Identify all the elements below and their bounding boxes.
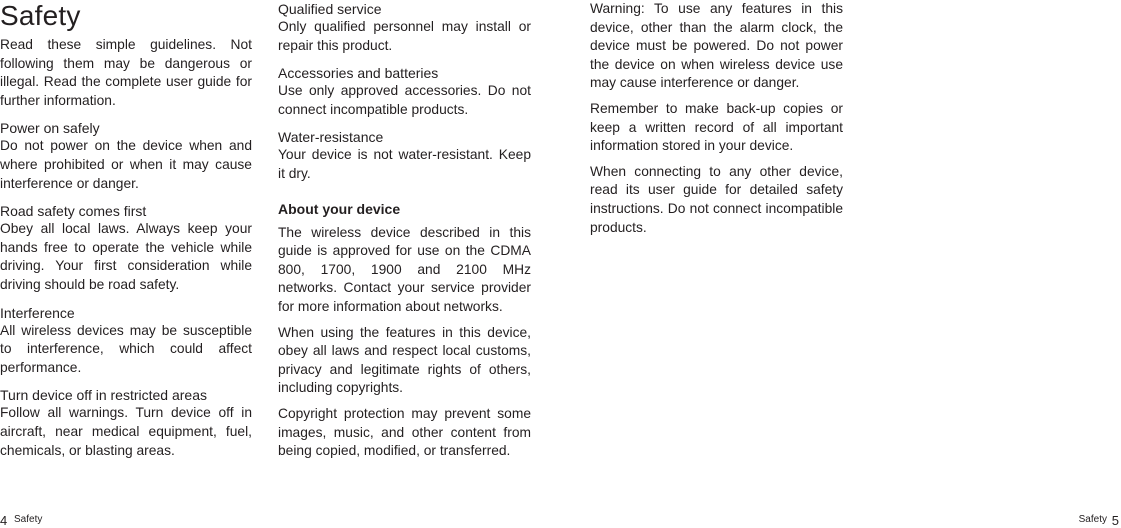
body-water-resistance: Your device is not water-resistant. Keep it dry. [278,147,531,181]
about-paragraph-1: The wireless device described in this guide is approved for use on the CDMA 800, 1700, 1900 and 2100 MHz networks. Contact your service provider for more information about networks. [278,224,531,314]
heading-restricted-areas: Turn device off in restricted areas [0,387,207,404]
about-paragraph-2: When using the features in this device, obey all laws and respect local customs, privacy and legitimate rights of others, including copyrights. [278,324,531,396]
heading-qualified-service: Qualified service [278,1,382,17]
heading-road-safety: Road safety comes first [0,203,147,220]
footer-label-left: Safety [14,514,43,525]
backup-paragraph: Remember to make back-up copies or keep a written record of all important information stored in your device. [590,100,843,154]
page-number-left: 4 [0,513,8,528]
warning-paragraph: Warning: To use any features in this device, other than the alarm clock, the device must be powered. Do not power the device on when wireless device use may cause interference or danger. [590,1,843,91]
right-column [590,0,843,244]
heading-power-on-safely: Power on safely [0,120,100,137]
heading-accessories-batteries: Accessories and batteries [278,65,439,82]
footer-label-right: Safety [1078,514,1107,525]
heading-interference: Interference [0,304,75,321]
body-qualified-service: Only qualified personnel may install or repair this product. [278,19,531,53]
body-accessories-batteries: Use only approved accessories. Do not connect incompatible products. [278,83,531,117]
about-paragraph-3: Copyright protection may prevent some images, music, and other content from being copied, modified, or transferred. [278,405,531,459]
body-power-on-safely: Do not power on the device when and where prohibited or when it may cause interference or danger. [0,138,252,191]
left-column-1 [0,0,252,469]
left-column-2 [278,0,531,468]
body-road-safety: Obey all local laws. Always keep your hands free to operate the vehicle while driving. Your first consideration while driving should be road safety. [0,221,252,292]
body-interference: All wireless devices may be susceptible to interference, which could affect performance. [0,322,252,375]
page-title: Safety [0,0,81,31]
heading-about-your-device: About your device [278,200,401,217]
connecting-paragraph: When connecting to any other device, read its user guide for detailed safety instructions. Do not connect incompatible products. [590,163,843,235]
page-number-right: 5 [1111,513,1119,528]
intro-paragraph: Read these simple guidelines. Not following them may be dangerous or illegal. Read the complete user guide for further information. [0,37,252,108]
heading-water-resistance: Water-resistance [278,129,384,146]
body-restricted-areas: Follow all warnings. Turn device off in aircraft, near medical equipment, fuel, chemicals, or blasting areas. [0,405,252,458]
